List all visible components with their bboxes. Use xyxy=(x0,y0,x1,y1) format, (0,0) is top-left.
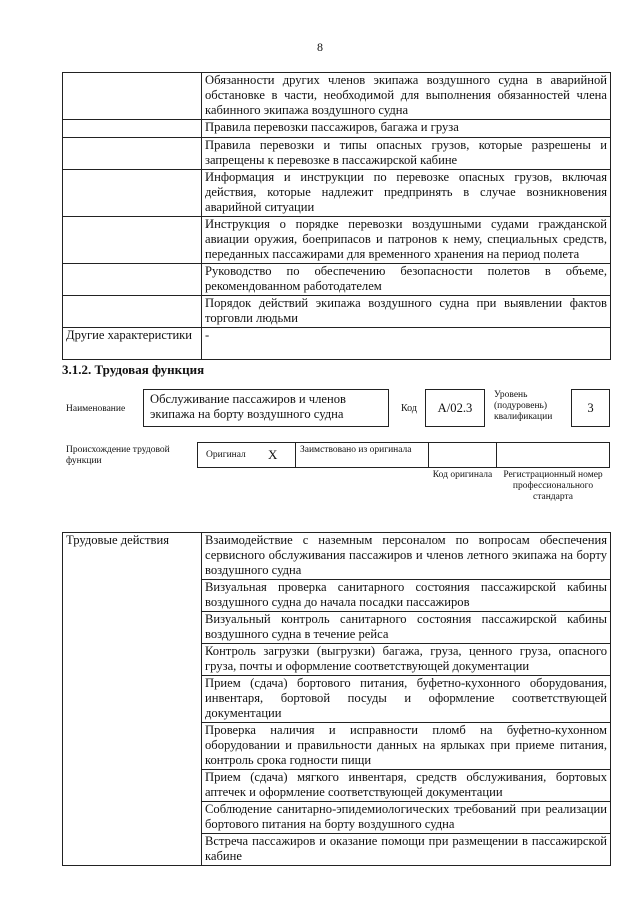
labor-action-item: Соблюдение санитарно-эпидемиологических требований при реализации бортового питания на борту воздушного судна xyxy=(202,802,611,834)
table-row xyxy=(63,120,611,138)
table-cell-label xyxy=(63,170,202,217)
labor-action-item: Прием (сдача) мягкого инвентаря, средств обслуживания, бортовых аптечек и оформление соответствующей документации xyxy=(202,770,611,802)
table-cell-label xyxy=(63,217,202,264)
reg-number-label: Регистрационный номер профессионального стандарта xyxy=(503,470,603,502)
borrowed-label: Заимствовано из оригинала xyxy=(300,445,412,455)
labor-action-item: Прием (сдача) бортового питания, буфетно-кухонного оборудования, инвентаря, бортовой посуды и оформление соответствующей документации xyxy=(202,676,611,723)
table-cell-text: Правила перевозки пассажиров, багажа и груза xyxy=(202,120,611,138)
knowledge-table xyxy=(62,72,611,360)
code-label: Код xyxy=(401,403,417,414)
original-mark: X xyxy=(268,447,278,462)
table-row xyxy=(63,217,611,264)
table-cell-label xyxy=(63,296,202,328)
table-row xyxy=(63,264,611,296)
table-row xyxy=(63,296,611,328)
table-cell-text: Обязанности других членов экипажа воздушного судна в аварийной обстановке в части, необходимой для выполнения обязанностей члена кабинного экипажа воздушного судна xyxy=(202,73,611,120)
original-label: Оригинал xyxy=(206,450,246,460)
table-cell-text: Правила перевозки и типы опасных грузов, которые разрешены и запрещены к перевозке в пассажирской кабине xyxy=(202,138,611,170)
labor-actions-table xyxy=(62,532,611,866)
original-box xyxy=(197,442,296,468)
level-label: Уровень (подуровень) квалификации xyxy=(494,390,553,422)
origin-label: Происхождение трудовой функции xyxy=(66,445,170,466)
table-cell-label: Другие характеристики xyxy=(63,328,202,360)
code-value-box: A/02.3 xyxy=(425,389,485,427)
table-cell-text: Информация и инструкции по перевозке опасных грузов, включая действия, которые надлежит предпринять в случае возникновения аварийной ситуации xyxy=(202,170,611,217)
labor-action-item: Проверка наличия и исправности пломб на буфетно-кухонном оборудовании и правильности данных на ярлыках при приеме питания, контроль срока годности пищи xyxy=(202,723,611,770)
table-row xyxy=(63,533,611,580)
borrowed-box xyxy=(295,442,429,468)
code-original-box xyxy=(428,442,497,468)
table-cell-label xyxy=(63,120,202,138)
table-row xyxy=(63,328,611,360)
labor-action-item: Контроль загрузки (выгрузки) багажа, груза, ценного груза, опасного груза, почты и оформление соответствующей документации xyxy=(202,644,611,676)
table-cell-label xyxy=(63,73,202,120)
name-label: Наименование xyxy=(66,404,126,414)
labor-actions-label: Трудовые действия xyxy=(63,533,202,866)
code-original-label: Код оригинала xyxy=(432,470,493,480)
table-cell-label xyxy=(63,264,202,296)
table-row xyxy=(63,170,611,217)
labor-action-item: Взаимодействие с наземным персоналом по вопросам обеспечения сервисного обслуживания пассажиров и членов летного экипажа на борту воздушного судна xyxy=(202,533,611,580)
section-title: 3.1.2. Трудовая функция xyxy=(62,362,205,377)
table-cell-text: - xyxy=(202,328,611,360)
table-cell-text: Руководство по обеспечению безопасности полетов в объеме, рекомендованном работодателем xyxy=(202,264,611,296)
table-cell-text: Инструкция о порядке перевозки воздушными судами гражданской авиации оружия, боеприпасов и патронов к нему, специальных средств, переданных пассажирами для временного хранения на период полета xyxy=(202,217,611,264)
table-row xyxy=(63,73,611,120)
reg-number-box xyxy=(496,442,610,468)
page-number: 8 xyxy=(317,40,323,54)
table-row xyxy=(63,138,611,170)
labor-action-item: Визуальный контроль санитарного состояния пассажирской кабины воздушного судна в течение рейса xyxy=(202,612,611,644)
table-cell-label xyxy=(63,138,202,170)
level-value-box: 3 xyxy=(571,389,610,427)
function-name-box: Обслуживание пассажиров и членов экипажа на борту воздушного судна xyxy=(143,389,389,427)
labor-action-item: Визуальная проверка санитарного состояния пассажирской кабины воздушного судна до начала посадки пассажиров xyxy=(202,580,611,612)
labor-action-item: Встреча пассажиров и оказание помощи при размещении в пассажирской кабине xyxy=(202,834,611,866)
table-cell-text: Порядок действий экипажа воздушного судна при выявлении фактов торговли людьми xyxy=(202,296,611,328)
